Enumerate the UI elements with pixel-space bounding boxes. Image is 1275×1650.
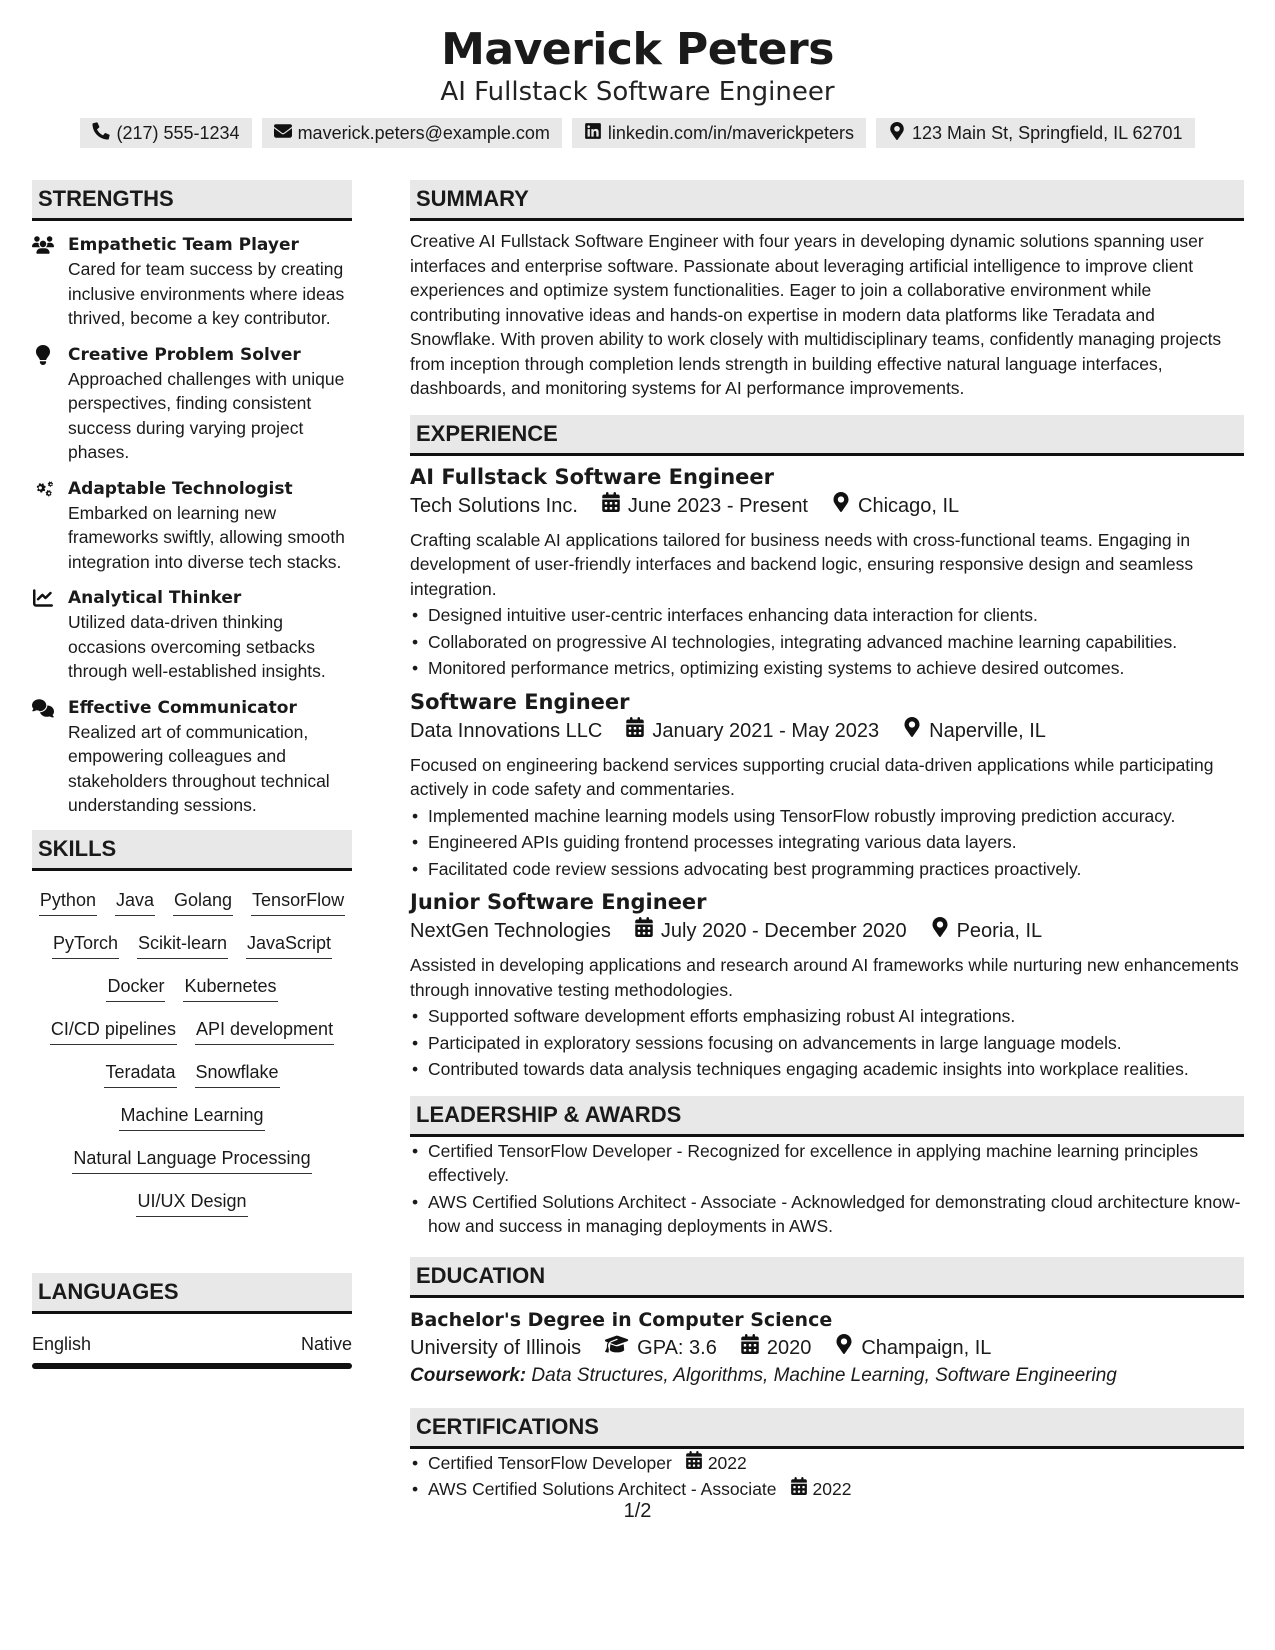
coursework-list: Data Structures, Algorithms, Machine Learning, Software Engineering <box>531 1364 1117 1386</box>
job-entry <box>410 462 1244 681</box>
certification-year: 2022 <box>707 1452 747 1473</box>
education-meta <box>410 1334 1244 1362</box>
job-dates: January 2021 - May 2023 <box>652 719 880 742</box>
job-dates: June 2023 - Present <box>627 494 808 517</box>
certification-year: 2022 <box>812 1479 852 1499</box>
contact-email[interactable] <box>262 118 562 148</box>
left-column <box>32 180 352 1369</box>
certifications-list <box>410 1451 1244 1502</box>
coursework-label: Coursework: <box>410 1364 527 1386</box>
awards-list <box>410 1139 1244 1239</box>
job-bullet: • Designed intuitive user-centric interfaces enhancing data interaction for clients. <box>410 603 1244 628</box>
contact-address <box>876 118 1195 148</box>
lightbulb-icon <box>32 343 58 465</box>
strength-item <box>32 477 352 575</box>
strength-item <box>32 696 352 818</box>
skill-tag: Docker <box>106 973 165 1002</box>
education-heading: EDUCATION <box>410 1257 1244 1298</box>
job-bullet: • Collaborated on progressive AI technologies, integrating advanced machine learning capabilities. <box>410 630 1244 655</box>
skill-tag: JavaScript <box>246 930 332 959</box>
strength-desc: Realized art of communication, empowering colleagues and stakeholders throughout technical understanding sessions. <box>68 721 330 815</box>
calendar-icon <box>791 1477 807 1502</box>
calendar-icon <box>741 1334 759 1362</box>
skill-tag: API development <box>195 1016 334 1045</box>
language-proficiency-bar <box>32 1363 352 1369</box>
gpa: GPA: 3.6 <box>637 1336 717 1359</box>
comments-icon <box>32 696 58 818</box>
awards-heading: LEADERSHIP & AWARDS <box>410 1096 1244 1137</box>
job-bullet: • Facilitated code review sessions advocating best programming practices proactively. <box>410 857 1244 882</box>
coursework <box>410 1362 1244 1390</box>
skill-tag: Golang <box>173 887 233 916</box>
contact-bar <box>0 118 1275 148</box>
company-name: NextGen Technologies <box>410 920 611 942</box>
certification-name: • AWS Certified Solutions Architect - Associate <box>428 1479 777 1499</box>
contact-phone <box>80 118 251 148</box>
strength-title: Empathetic Team Player <box>68 235 299 255</box>
certification-name: • Certified TensorFlow Developer <box>428 1452 672 1473</box>
company-name: Data Innovations LLC <box>410 719 603 742</box>
location-pin-icon <box>903 717 921 745</box>
strength-title: Analytical Thinker <box>68 588 242 608</box>
job-meta <box>410 492 1244 520</box>
location-pin-icon <box>888 122 906 145</box>
award-item: • AWS Certified Solutions Architect - Associate - Acknowledged for demonstrating cloud architecture know-how and success in managing deployments in AWS. <box>410 1190 1244 1239</box>
location-pin-icon <box>832 492 850 520</box>
job-bullet: • Supported software development efforts emphasizing robust AI integrations. <box>410 1004 1244 1029</box>
strength-item <box>32 233 352 331</box>
school-name: University of Illinois <box>410 1336 582 1359</box>
skills-list <box>32 871 352 1237</box>
job-meta <box>410 717 1244 745</box>
job-meta <box>410 917 1244 945</box>
location-pin-icon <box>835 1334 853 1362</box>
job-title: Junior Software Engineer <box>410 890 707 914</box>
certification-item <box>410 1451 1244 1476</box>
skill-tag: Natural Language Processing <box>72 1145 311 1174</box>
skill-tag: Java <box>115 887 155 916</box>
graduation-cap-icon <box>605 1334 629 1362</box>
job-bullets <box>410 804 1244 882</box>
phone-icon <box>92 122 110 145</box>
strength-desc: Embarked on learning new frameworks swiftly, allowing smooth integration into diverse tech stacks. <box>68 502 345 572</box>
award-item: • Certified TensorFlow Developer - Recognized for excellence in applying machine learning principles effectively. <box>410 1139 1244 1188</box>
language-row <box>32 1334 352 1355</box>
language-name: English <box>32 1333 92 1354</box>
job-bullet: • Contributed towards data analysis techniques engaging academic insights into workplace realities. <box>410 1057 1244 1082</box>
job-dates: July 2020 - December 2020 <box>660 920 907 942</box>
page-number: 1/2 <box>623 1500 652 1522</box>
job-bullets <box>410 603 1244 681</box>
skill-tag: UI/UX Design <box>136 1188 247 1217</box>
job-bullet: • Implemented machine learning models using TensorFlow robustly improving prediction accuracy. <box>410 804 1244 829</box>
languages-heading: LANGUAGES <box>32 1273 352 1314</box>
strength-desc: Cared for team success by creating inclusive environments where ideas thrived, become a key contributor. <box>68 259 345 328</box>
strength-title: Creative Problem Solver <box>68 344 301 365</box>
skill-tag: Machine Learning <box>119 1102 264 1131</box>
chart-line-icon <box>32 586 58 684</box>
job-title: AI Fullstack Software Engineer <box>410 464 774 489</box>
strength-title: Effective Communicator <box>68 697 297 718</box>
skill-tag: Kubernetes <box>183 973 277 1002</box>
envelope-icon <box>274 122 292 145</box>
job-location: Chicago, IL <box>858 494 960 517</box>
strengths-heading: STRENGTHS <box>32 180 352 221</box>
language-level: Native <box>300 1333 352 1354</box>
experience-heading: EXPERIENCE <box>410 415 1244 456</box>
certifications-heading: CERTIFICATIONS <box>410 1408 1244 1449</box>
linkedin-icon <box>584 122 602 145</box>
strength-desc: Utilized data-driven thinking occasions overcoming setbacks through well-established insights. <box>68 612 326 681</box>
education-location: Champaign, IL <box>861 1336 992 1359</box>
skills-heading: SKILLS <box>32 830 352 871</box>
location-pin-icon <box>931 917 949 945</box>
strength-item <box>32 343 352 465</box>
job-title: Software Engineer <box>410 689 630 714</box>
company-name: Tech Solutions Inc. <box>410 494 578 517</box>
calendar-icon <box>686 1451 702 1476</box>
linkedin-text: linkedin.com/in/maverickpeters <box>607 122 855 143</box>
users-icon <box>32 233 58 331</box>
calendar-icon <box>602 492 620 520</box>
certification-item <box>410 1477 1244 1502</box>
email-text: maverick.peters@example.com <box>297 122 550 143</box>
contact-linkedin[interactable] <box>572 118 866 148</box>
strengths-list <box>32 233 352 818</box>
job-bullet: • Monitored performance metrics, optimizing existing systems to achieve desired outcomes. <box>410 656 1244 681</box>
job-entry <box>410 887 1244 1082</box>
skill-tag: Scikit-learn <box>137 930 228 959</box>
job-description: Focused on engineering backend services supporting crucial data-driven applications while participating actively in code safety and commentaries. <box>410 754 1214 799</box>
job-location: Peoria, IL <box>956 920 1043 942</box>
summary-text: Creative AI Fullstack Software Engineer with four years in developing dynamic solutions spanning user interfaces and enterprise software. Passionate about leveraging artificial intelligence to improve client experiences and optimize system functionalities. Eager to join a collaborative environment while contributing innovative ideas and hands-on expertise in modern data platforms like Teradata and Snowflake. With proven ability to work closely with multidisciplinary teams, confidently managing projects from inception through completion lends strength in building effective natural language interfaces, dashboards, and monitoring systems for AI performance improvements. <box>410 231 1222 398</box>
job-bullet: • Engineered APIs guiding frontend processes integrating various data layers. <box>410 830 1244 855</box>
summary-heading: SUMMARY <box>410 180 1244 221</box>
job-location: Naperville, IL <box>929 719 1046 742</box>
job-bullets <box>410 1004 1244 1082</box>
graduation-year: 2020 <box>766 1336 812 1359</box>
strength-desc: Approached challenges with unique perspectives, finding consistent success during varying project phases. <box>68 368 345 462</box>
job-description: Crafting scalable AI applications tailored for business needs with cross-functional teams. Engaging in development of user-friendly interfaces and backend logic, ensuring responsive design and seamless integration. <box>410 529 1194 599</box>
resume-header <box>0 0 1275 148</box>
job-description: Assisted in developing applications and research around AI frameworks while nurturing new enhancements through innovative testing methodologies. <box>410 955 1239 1000</box>
job-bullet: • Participated in exploratory sessions focusing on advancements in large language models. <box>410 1031 1244 1056</box>
candidate-name: Maverick Peters <box>441 24 834 75</box>
skill-tag: TensorFlow <box>251 887 345 916</box>
job-entry <box>410 687 1244 882</box>
candidate-title: AI Fullstack Software Engineer <box>440 77 835 107</box>
calendar-icon <box>635 917 653 945</box>
skill-tag: PyTorch <box>52 930 119 959</box>
skill-tag: CI/CD pipelines <box>50 1016 177 1045</box>
gears-icon <box>32 477 58 575</box>
strength-item <box>32 586 352 684</box>
phone-text: (217) 555-1234 <box>116 122 240 143</box>
skill-tag: Teradata <box>104 1059 176 1088</box>
address-text: 123 Main St, Springfield, IL 62701 <box>912 122 1183 143</box>
right-column <box>410 180 1244 1504</box>
strength-title: Adaptable Technologist <box>68 478 293 499</box>
skill-tag: Python <box>39 887 97 916</box>
calendar-icon <box>626 717 644 745</box>
degree-title: Bachelor's Degree in Computer Science <box>410 1308 833 1331</box>
skill-tag: Snowflake <box>195 1059 280 1088</box>
